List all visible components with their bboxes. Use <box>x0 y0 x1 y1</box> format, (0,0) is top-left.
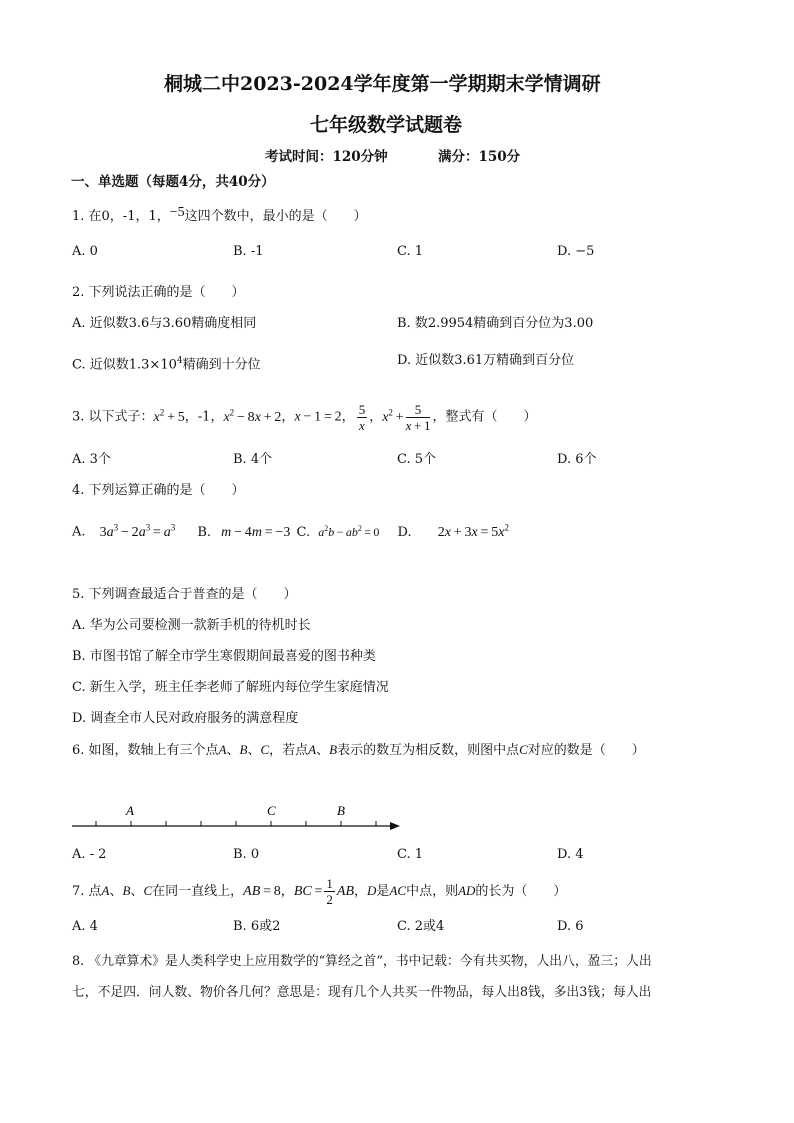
q4-label-b: B. <box>197 524 212 540</box>
section-heading: 一、单选题（每题4分，共40分） <box>71 174 275 190</box>
q3-tail: ，整式有（ ） <box>432 409 537 425</box>
q6-option-d: D. 4 <box>557 847 584 862</box>
q2-option-b: B. 数2.9954精确到百分位为3.00 <box>397 316 594 331</box>
q5-option-a: A. 华为公司要检测一款新手机的待机时长 <box>72 618 311 633</box>
q6-stem-b: ，若点 <box>269 743 309 758</box>
q3-option-b: B. 4个 <box>233 452 273 467</box>
q1-neg5: −5 <box>169 205 185 220</box>
q3-stem: 3. 以下式子： <box>72 409 154 425</box>
question-2: 2. 下列说法正确的是（ ） <box>72 285 245 300</box>
q1-stem-a: 1. 在0，-1，1， <box>72 209 170 224</box>
exam-title: 桐城二中2023-2024学年度第一学期期末学情调研 <box>164 73 601 95</box>
q4-label-a: A. <box>72 524 86 540</box>
q2-option-c-a: C. 近似数1.3×10 <box>72 357 177 373</box>
point-b-label: B <box>337 803 345 818</box>
point-c-label: C <box>267 803 276 818</box>
q5-option-b: B. 市图书馆了解全市学生寒假期间最喜爱的图书种类 <box>72 649 376 664</box>
q7-option-a: A. 4 <box>72 919 98 934</box>
q4-label-c: C. <box>296 524 311 540</box>
q1-option-d: D. −5 <box>557 244 595 259</box>
q5-option-d: D. 调查全市人民对政府服务的满意程度 <box>72 711 299 726</box>
q1-option-a: A. 0 <box>72 244 98 259</box>
question-4: 4. 下列运算正确的是（ ） <box>72 483 245 498</box>
q2-option-a: A. 近似数3.6与3.60精确度相同 <box>72 316 257 331</box>
q7-option-d: D. 6 <box>557 919 584 934</box>
q7-option-c: C. 2或4 <box>397 919 445 934</box>
q7-stem-a: 7. 点 <box>72 884 102 899</box>
q7-stem-e: 的长为（ ） <box>475 884 567 899</box>
number-line-ticks <box>96 821 376 826</box>
question-3: 3. 以下式子：$x^2 + 5$，-1，$x^2 - 8x + 2$，x − 1 = 2， $\frac{5}{x}$ ，$x^2$ + $\frac{5}{x + 1}$ ，整式有（ ） <box>72 401 537 433</box>
q4-label-d: D. <box>397 524 412 540</box>
q6-stem-a: 6. 如图，数轴上有三个点 <box>72 743 219 758</box>
question-8-line-2: 七，不足四．问人数、物价各几何？意思是：现有几个人共买一件物品，每人出8钱，多出3钱；每人出 <box>72 985 652 1000</box>
number-line-figure <box>66 796 406 836</box>
point-a-label: A <box>126 803 134 818</box>
exam-time: 考试时间：120分钟 <box>265 149 388 165</box>
q3-option-c: C. 5个 <box>397 452 437 467</box>
q3-option-a: A. 3个 <box>72 452 111 467</box>
q5-option-c: C. 新生入学，班主任李老师了解班内每位学生家庭情况 <box>72 680 389 695</box>
q2-option-c <box>72 353 261 373</box>
q2-option-c-exp: 4 <box>176 356 183 366</box>
question-6: 6. 如图，数轴上有三个点A、B、C，若点A、B表示的数互为相反数，则图中点C对应的数是（ ） <box>72 742 645 758</box>
number-line-arrow <box>390 822 400 830</box>
q4-options: A. $3a^3 - 2a^3 = a^3$ B. m − 4m = −3 C. $a^2b - ab^2 = 0$ D. $2x + 3x = 5x^2$ <box>72 522 509 540</box>
q7-stem-d: 中点，则 <box>406 884 459 899</box>
q6-stem-d: 对应的数是（ ） <box>527 743 645 758</box>
q1-option-c: C. 1 <box>397 244 424 259</box>
full-score: 满分：150分 <box>438 149 521 165</box>
question-1 <box>72 205 367 225</box>
question-8-line-1: 8. 《九章算术》是人类科学史上应用数学的“算经之首”，书中记载：今有共买物，人出八，盈三；人出 <box>72 954 652 969</box>
q7-stem-b: 在同一直线上， <box>152 884 244 899</box>
q7-option-b: B. 6或2 <box>233 919 281 934</box>
question-7: 7. 点A、B、C在同一直线上，AB = 8，BC = $\frac{1}{2}$ AB，D是AC中点，则AD的长为（ ） <box>72 876 567 907</box>
q6-option-a: A. - 2 <box>72 847 107 862</box>
q6-option-b: B. 0 <box>233 847 260 862</box>
q2-option-d: D. 近似数3.61万精确到百分位 <box>397 353 575 368</box>
exam-subtitle: 七年级数学试题卷 <box>310 114 463 136</box>
q1-option-b: B. -1 <box>233 244 264 259</box>
q1-stem-b: 这四个数中，最小的是（ ） <box>184 209 367 224</box>
q6-stem-c: 表示的数互为相反数，则图中点 <box>337 743 520 758</box>
q3-option-d: D. 6个 <box>557 452 597 467</box>
q2-option-c-b: 精确到十分位 <box>182 357 261 373</box>
question-5: 5. 下列调查最适合于普查的是（ ） <box>72 587 297 602</box>
q6-option-c: C. 1 <box>397 847 424 862</box>
q7-stem-c: 是 <box>376 884 390 899</box>
